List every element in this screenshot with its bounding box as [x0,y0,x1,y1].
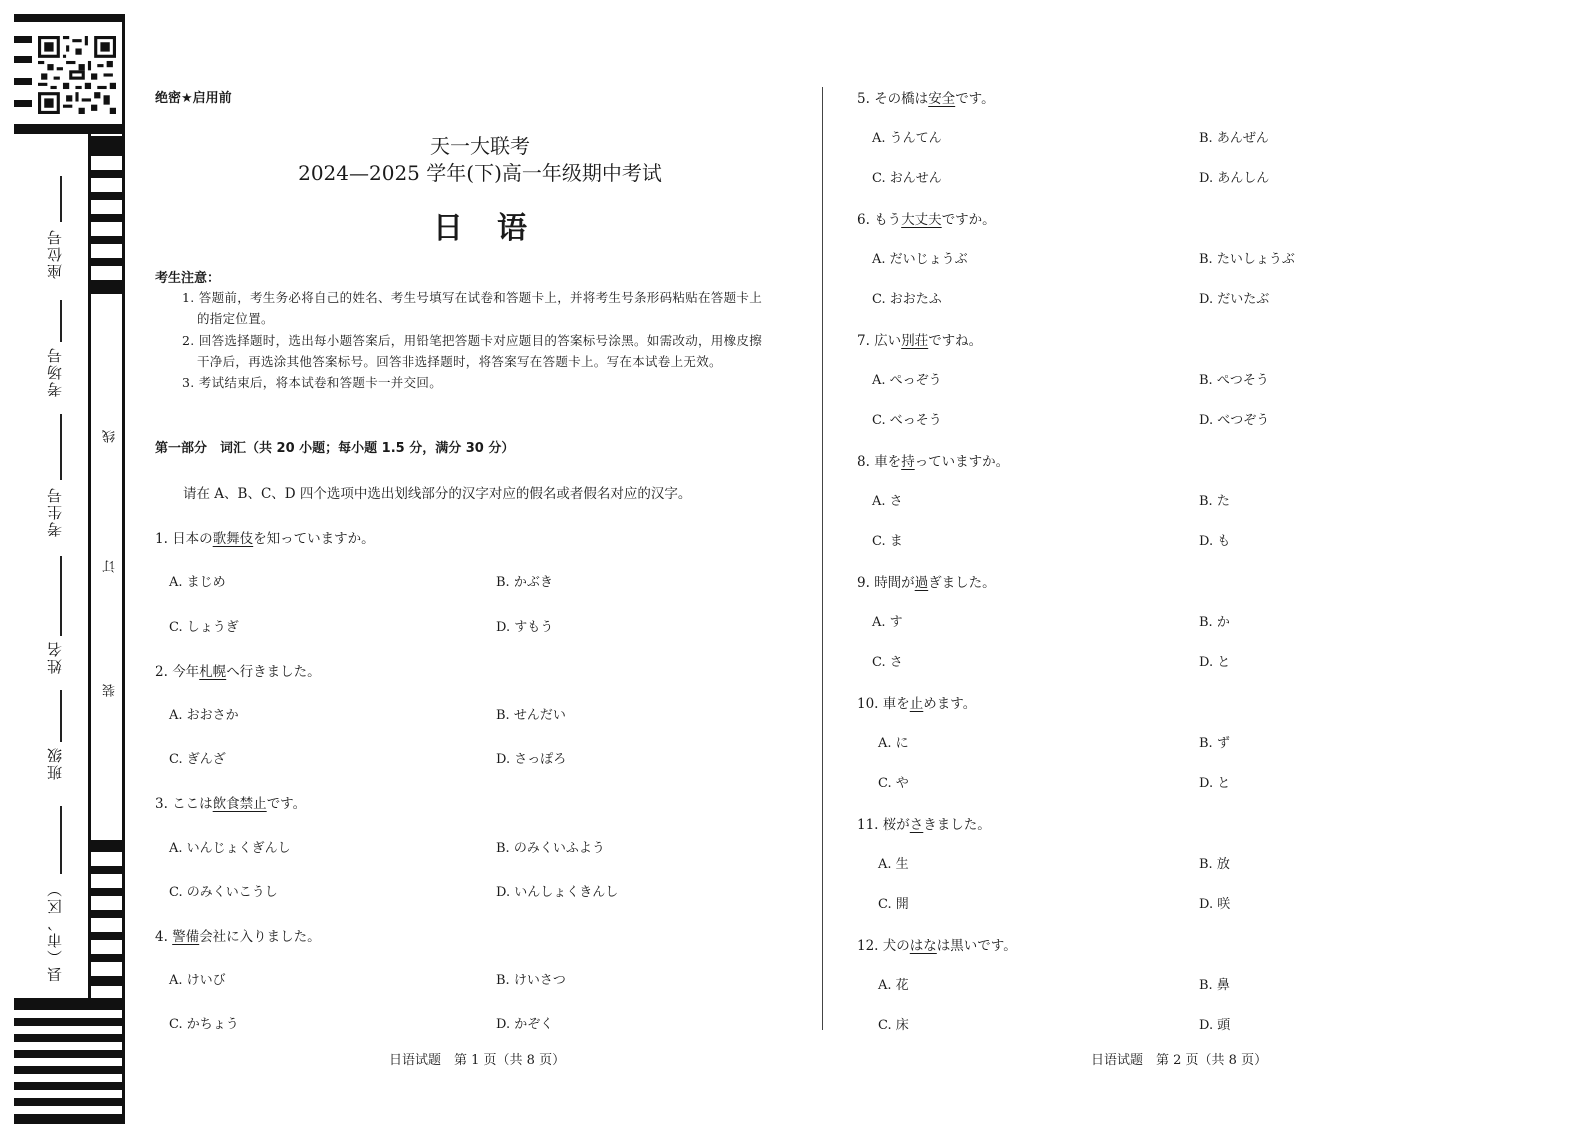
candidate-number-label: 考生号 [46,486,64,537]
strip-bar [90,258,124,266]
q2-option-c[interactable]: C. ぎんざ [169,752,226,767]
page-1-footer: 日语试题 第 1 页（共 8 页） [389,1053,566,1068]
section-title: 第一部分 词汇（共 20 小题；每小题 1.5 分，满分 30 分） [155,441,515,456]
q12-option-b[interactable]: B. 鼻 [1199,978,1230,993]
underlined-term: 持 [901,454,915,470]
strip-bar [14,1034,124,1042]
strip-bar [14,36,32,43]
strip-bar [90,932,124,940]
page-divider [822,87,823,1030]
strip-bar [14,100,32,107]
q9-option-c[interactable]: C. さ [872,655,903,670]
strip-bar [14,1098,124,1106]
notice-heading: 考生注意： [155,271,221,286]
q8-option-c[interactable]: C. ま [872,534,903,549]
question-7: 7. 広い別荘ですね。 [857,333,983,349]
question-3: 3. ここは飲食禁止です。 [155,796,307,812]
strip-bar [14,1050,124,1058]
notice-line: 干净后，再选涂其他答案标号。回答非选择题时，将答案写在答题卡上。写在本试卷上无效。 [197,354,722,369]
q4-option-a[interactable]: A. けいび [169,973,226,988]
notice-line: 1. 答题前，考生务必将自己的姓名、考生号填写在试卷和答题卡上，并将考生号条形码粘贴在答题卡上 [182,290,763,305]
underlined-term: 過 [914,575,929,591]
q7-option-b[interactable]: B. ぺつそう [1199,373,1269,388]
q6-option-c[interactable]: C. おおたふ [872,292,942,307]
q2-option-d[interactable]: D. さっぽろ [496,752,567,767]
strip-bar [90,866,124,874]
q8-option-b[interactable]: B. た [1199,494,1230,509]
question-12: 12. 犬のはなは黒いです。 [857,938,1017,954]
exam-room-label: 考场号 [46,346,64,397]
underlined-term: 警備 [172,929,200,945]
underlined-term: さ [909,817,924,833]
q12-option-c[interactable]: C. 床 [878,1018,909,1033]
strip-bar [90,236,124,244]
bind-char-zhuang: 装 [103,684,118,697]
question-8: 8. 車を持っていますか。 [857,454,1010,470]
strip-bar [90,954,124,962]
bind-char-ding: 订 [103,560,118,573]
underlined-term: 止 [909,696,924,712]
strip-bar [14,1114,124,1124]
candidate-number-line[interactable] [60,414,62,480]
q2-option-b[interactable]: B. せんだい [496,708,566,723]
strip-bar [14,56,32,63]
underlined-term: 歌舞伎 [212,531,254,547]
question-2: 2. 今年札幌へ行きました。 [155,664,321,680]
q6-option-d[interactable]: D. だいたぶ [1199,292,1270,307]
q11-option-b[interactable]: B. 放 [1199,857,1230,872]
notice-line: 2. 回答选择题时，选出每小题答案后，用铅笔把答题卡对应题目的答案标号涂黑。如需改动，用橡皮擦 [182,333,763,348]
q3-option-d[interactable]: D. いんしょくきんし [496,885,619,900]
seat-number-line[interactable] [60,176,62,222]
strip-bar [14,124,124,134]
question-11: 11. 桜がさきました。 [857,817,991,833]
q5-option-d[interactable]: D. あんしん [1199,171,1270,186]
q12-option-a[interactable]: A. 花 [878,978,909,993]
q9-option-b[interactable]: B. か [1199,615,1230,630]
question-6: 6. もう大丈夫ですか。 [857,212,996,228]
page-2-footer: 日语试题 第 2 页（共 8 页） [1091,1053,1268,1068]
strip-bar [14,78,32,85]
strip-bar [14,1018,124,1026]
strip-bar [90,192,124,200]
q11-option-d[interactable]: D. 咲 [1199,897,1231,912]
bind-char-xian: 线 [103,430,118,443]
q7-option-d[interactable]: D. べつぞう [1199,413,1270,428]
q8-option-a[interactable]: A. さ [872,494,903,509]
q5-option-a[interactable]: A. うんてん [872,131,942,146]
qr-code-icon [38,36,116,114]
section-instruction: 请在 A、B、C、D 四个选项中选出划线部分的汉字对应的假名或者假名对应的汉字。 [183,486,692,502]
q10-option-c[interactable]: C. や [878,776,909,791]
strip-bar [90,910,124,918]
q1-option-d[interactable]: D. すもう [496,620,554,635]
strip-bar [90,888,124,896]
strip-bar [14,1066,124,1074]
question-9: 9. 時間が過ぎました。 [857,575,996,591]
q3-option-c[interactable]: C. のみくいこうし [169,885,278,900]
strip-bar [90,214,124,222]
q3-option-b[interactable]: B. のみくいふよう [496,841,605,856]
name-line[interactable] [60,556,62,636]
strip-bar [90,280,124,294]
q10-option-b[interactable]: B. ず [1199,736,1230,751]
strip-bar [14,14,124,22]
q4-option-d[interactable]: D. かぞく [496,1017,554,1032]
exam-title: 2024—2025 学年(下)高一年级期中考试 [298,161,662,185]
seat-number-label: 座位号 [46,228,64,279]
question-1: 1. 日本の歌舞伎を知っていますか。 [155,531,375,547]
underlined-term: 飲食禁止 [212,796,267,812]
underlined-term: 別荘 [901,333,929,349]
question-5: 5. その橋は安全です。 [857,91,995,107]
underlined-term: 安全 [928,91,956,107]
question-10: 10. 車を止めます。 [857,696,977,712]
exam-room-line[interactable] [60,300,62,342]
strip-bar [90,976,124,986]
strip-bar [90,136,124,156]
q1-option-a[interactable]: A. まじめ [169,575,226,590]
question-4: 4. 警備会社に入りました。 [155,929,321,945]
q1-option-b[interactable]: B. かぶき [496,575,553,590]
q12-option-d[interactable]: D. 頭 [1199,1018,1231,1033]
strip-bar [14,1082,124,1090]
binding-strip [0,0,130,1138]
q6-option-a[interactable]: A. だいじょうぶ [872,252,968,267]
name-label: 姓名 [46,640,64,674]
class-line[interactable] [60,690,62,742]
subject-title: 日语 [433,211,561,246]
strip-bar [90,170,124,178]
class-label: 班级 [46,746,64,780]
q10-option-a[interactable]: A. に [878,736,909,751]
q4-option-b[interactable]: B. けいさつ [496,973,566,988]
county-label: 县（市、区） [46,880,64,982]
q2-option-a[interactable]: A. おおさか [169,708,239,723]
q7-option-a[interactable]: A. ぺっぞう [872,373,942,388]
q8-option-d[interactable]: D. も [1199,534,1231,549]
q9-option-a[interactable]: A. す [872,615,903,630]
strip-bar [14,998,124,1010]
q3-option-a[interactable]: A. いんじょくぎんし [169,841,291,856]
county-line[interactable] [60,806,62,874]
underlined-term: 札幌 [199,664,227,680]
strip-bar [90,840,124,852]
q1-option-c[interactable]: C. しょうぎ [169,620,239,635]
exam-organizer-title: 天一大联考 [430,134,530,158]
confidential-mark: 绝密★启用前 [155,91,232,106]
underlined-term: 大丈夫 [901,212,942,228]
notice-line: 的指定位置。 [197,311,274,326]
q7-option-c[interactable]: C. べっそう [872,413,942,428]
notice-line: 3. 考试结束后，将本试卷和答题卡一并交回。 [182,375,443,390]
q4-option-c[interactable]: C. かちょう [169,1017,239,1032]
q5-option-c[interactable]: C. おんせん [872,171,942,186]
q11-option-a[interactable]: A. 生 [878,857,909,872]
q9-option-d[interactable]: D. と [1199,655,1231,670]
underlined-term: はな [909,938,937,954]
q11-option-c[interactable]: C. 開 [878,897,909,912]
q10-option-d[interactable]: D. と [1199,776,1231,791]
q5-option-b[interactable]: B. あんぜん [1199,131,1269,146]
q6-option-b[interactable]: B. たいしょうぶ [1199,252,1295,267]
